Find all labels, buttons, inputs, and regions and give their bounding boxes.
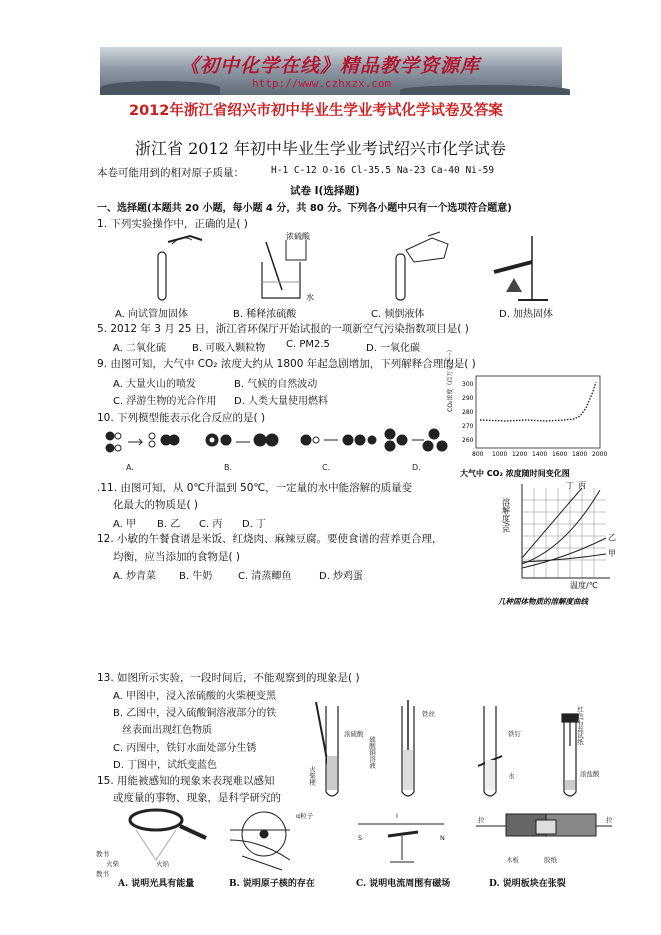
q9-option-d: D. 人类大量使用燃料 [234, 396, 329, 407]
co2-chart-caption: 大气中 CO₂ 浓度随时间变化图 [460, 469, 570, 478]
co2-chart-xtick: 800 [472, 451, 484, 458]
co2-chart-xtick: 1400 [532, 451, 548, 458]
section-title: 试卷 I(选择题) [290, 185, 360, 197]
banner-title: 《初中化学在线》精品教学资源库 [180, 55, 481, 77]
q15-figure-b [230, 812, 290, 870]
q1-label-acid: 浓硫酸 [286, 232, 310, 241]
q1-option-c: C. 倾倒液体 [371, 309, 425, 320]
question-13: 13. 如图所示实验，一段时间后，不能观察到的现象是( ) [97, 672, 360, 684]
q15-label-pull-right: 拉 [606, 816, 613, 824]
q1-figures [110, 232, 550, 304]
q15-label-s: S [358, 834, 363, 842]
solubility-label-ding: 丁 [566, 481, 574, 490]
co2-chart-ytick: 270 [462, 423, 474, 430]
q13-option-c: C. 丙图中，铁钉水面处部分生锈 [113, 743, 257, 754]
q10-label-a: A. [126, 463, 134, 472]
q15-label-pull-left: 拉 [478, 816, 485, 824]
co2-chart-ylabel: CO₂浓度（百万分之一） [447, 346, 454, 412]
q1-option-a: A. 向试管加固体 [115, 309, 189, 320]
q13-option-b: B. 乙图中，浸入硫酸铜溶液部分的铁 [113, 708, 277, 719]
q15-option-a: A. 说明光具有能量 [118, 879, 195, 889]
q1-figure-c [396, 232, 448, 300]
q13-option-b-cont: 丝表面出现红色物质 [122, 725, 212, 736]
q13-label-litmus: 红色石蕊试纸 [576, 706, 584, 745]
header-banner [100, 47, 562, 95]
q1-figure-d [494, 236, 548, 300]
solubility-label-bing: 丙 [578, 481, 586, 490]
q11-option-c: C. 丙 [199, 519, 223, 530]
q5-option-d: D. 一氧化碳 [366, 343, 421, 354]
q13-option-a: A. 甲图中，浸入浓硫酸的火柴梗变黑 [113, 691, 277, 702]
solubility-chart-caption: 几种固体物质的溶解度曲线 [498, 597, 588, 606]
q10-models [100, 426, 450, 472]
section-instruction: 一、选择题(本题共 20 小题，每小题 4 分，共 80 分。下列各小题中只有一个选项符合题意) [97, 203, 512, 214]
q5-option-a: A. 二氧化硫 [113, 343, 167, 354]
q15-label-match: 火柴 [106, 860, 119, 868]
page-title: 2012年浙江省绍兴市初中毕业生学业考试化学试卷及答案 [129, 103, 503, 119]
q15-label-tape: 胶纸 [544, 856, 557, 864]
q12-option-a: A. 炒青菜 [113, 571, 157, 582]
solubility-label-yi: 乙 [608, 533, 616, 542]
q9-option-b: B. 气候的自然波动 [234, 379, 318, 390]
q15-figure-c [358, 824, 444, 862]
solubility-chart-xlabel: 温度/℃ [570, 581, 598, 590]
q10-label-c: C. [322, 463, 331, 472]
q13-label-nail: 铁钉 [508, 730, 521, 738]
banner-url[interactable]: http://www.czhxzx.com [252, 77, 392, 90]
q15-option-b: B. 说明原子核的存在 [229, 879, 315, 889]
question-11: .11. 由图可知，从 0℃升温到 50℃，一定量的水中能溶解的质量变 [97, 482, 413, 494]
question-15-cont: 或度量的事物、现象，是科学研究的 [113, 792, 281, 804]
q10-model-a [106, 432, 179, 452]
question-12-cont: 均衡，应当添加的食物是( ) [113, 551, 241, 563]
co2-chart-ytick: 280 [462, 409, 474, 416]
q15-figures [96, 806, 616, 878]
q12-option-c: C. 清蒸鲫鱼 [238, 571, 292, 582]
question-10: 10. 下列模型能表示化合反应的是( ) [97, 412, 266, 424]
q13-figures [308, 696, 604, 802]
q11-option-a: A. 甲 [113, 519, 137, 530]
q15-figure-a [130, 810, 206, 860]
q15-option-c: C. 说明电流周围有磁场 [356, 879, 451, 889]
q15-label-alpha: α粒子 [296, 812, 314, 820]
q5-option-b: B. 可吸入颗粒物 [192, 343, 266, 354]
q15-option-d: D. 说明板块在张裂 [489, 879, 566, 889]
q15-label-i: I [396, 812, 398, 820]
q15-label-board: 木板 [506, 856, 519, 864]
q13-option-d: D. 丁图中，试纸变蓝色 [113, 760, 218, 771]
q15-label-flame: 火焰 [156, 860, 169, 868]
question-5: 5. 2012 年 3 月 25 日，浙江省环保厅开始试报的一项新空气污染指数项目是( ) [97, 323, 469, 335]
co2-chart-xtick: 1000 [492, 451, 508, 458]
q13-label-water: 水 [508, 772, 515, 780]
q15-label-book: 教书 [96, 850, 109, 858]
co2-chart-xtick: 1600 [552, 451, 568, 458]
co2-chart-ytick: 260 [462, 437, 474, 444]
q15-label-n: N [440, 834, 445, 842]
q10-label-d: D. [412, 463, 421, 472]
co2-chart-ytick: 290 [462, 395, 474, 402]
q12-option-b: B. 牛奶 [179, 571, 213, 582]
q15-label-book: 教书 [96, 870, 109, 878]
question-1: 1. 下列实验操作中，正确的是( ) [97, 218, 248, 230]
q13-label-sulfuric: 浓硫酸 [344, 730, 364, 738]
co2-chart [446, 346, 616, 480]
co2-chart-xtick: 1800 [572, 451, 588, 458]
q15-figure-d [476, 814, 612, 836]
q9-option-c: C. 浮游生物的光合作用 [113, 396, 217, 407]
q13-label-cuso4: 硫酸铜溶液 [368, 736, 376, 769]
q12-option-d: D. 炒鸡蛋 [319, 571, 364, 582]
q10-label-b: B. [224, 463, 233, 472]
q13-label-match: 火柴梗 [308, 766, 316, 786]
q11-option-d: D. 丁 [242, 519, 267, 530]
q1-figure-b [262, 240, 306, 298]
banner-decoration [100, 81, 220, 95]
atomic-masses-label: 本卷可能用到的相对原子质量： [97, 167, 244, 179]
question-15: 15. 用能被感知的现象来表现难以感知 [97, 775, 275, 787]
exam-title: 浙江省 2012 年初中毕业生学业考试绍兴市化学试卷 [135, 139, 506, 158]
q10-model-d [385, 429, 447, 451]
q10-model-c [301, 435, 376, 445]
atomic-masses: H-1 C-12 O-16 Cl-35.5 Na-23 Ca-40 Ni-59 [271, 165, 495, 176]
q1-option-d: D. 加热固体 [499, 309, 554, 320]
q5-option-c: C. PM2.5 [286, 339, 330, 350]
solubility-chart-ylabel: 溶解度/克 [501, 498, 511, 533]
co2-chart-xtick: 1200 [512, 451, 528, 458]
q11-option-b: B. 乙 [157, 519, 181, 530]
question-11-cont: 化最大的物质是( ) [113, 499, 199, 511]
solubility-label-jia: 甲 [608, 549, 616, 558]
question-12: 12. 小敏的午餐食谱是米饭、红烧肉、麻辣豆腐。要使食谱的营养更合理， [97, 533, 443, 545]
solubility-chart [496, 478, 646, 610]
q1-figure-a [158, 236, 202, 300]
co2-chart-xtick: 2000 [592, 451, 608, 458]
co2-chart-ytick: 300 [462, 381, 474, 388]
banner-decoration [400, 85, 570, 95]
co2-chart-series [480, 382, 596, 421]
q9-option-a: A. 大量火山的喷发 [113, 379, 197, 390]
q13-label-wire: 铁丝 [422, 710, 435, 718]
solubility-curve-ding [522, 490, 600, 564]
q1-label-water: 水 [306, 293, 314, 302]
q13-label-hcl: 浓盐酸 [580, 770, 600, 778]
q1-option-b: B. 稀释浓硫酸 [233, 309, 297, 320]
q10-model-b [206, 434, 278, 446]
question-9: 9. 由图可知，大气中 CO₂ 浓度大约从 1800 年起急剧增加，下列解释合理的是( ) [97, 358, 476, 370]
